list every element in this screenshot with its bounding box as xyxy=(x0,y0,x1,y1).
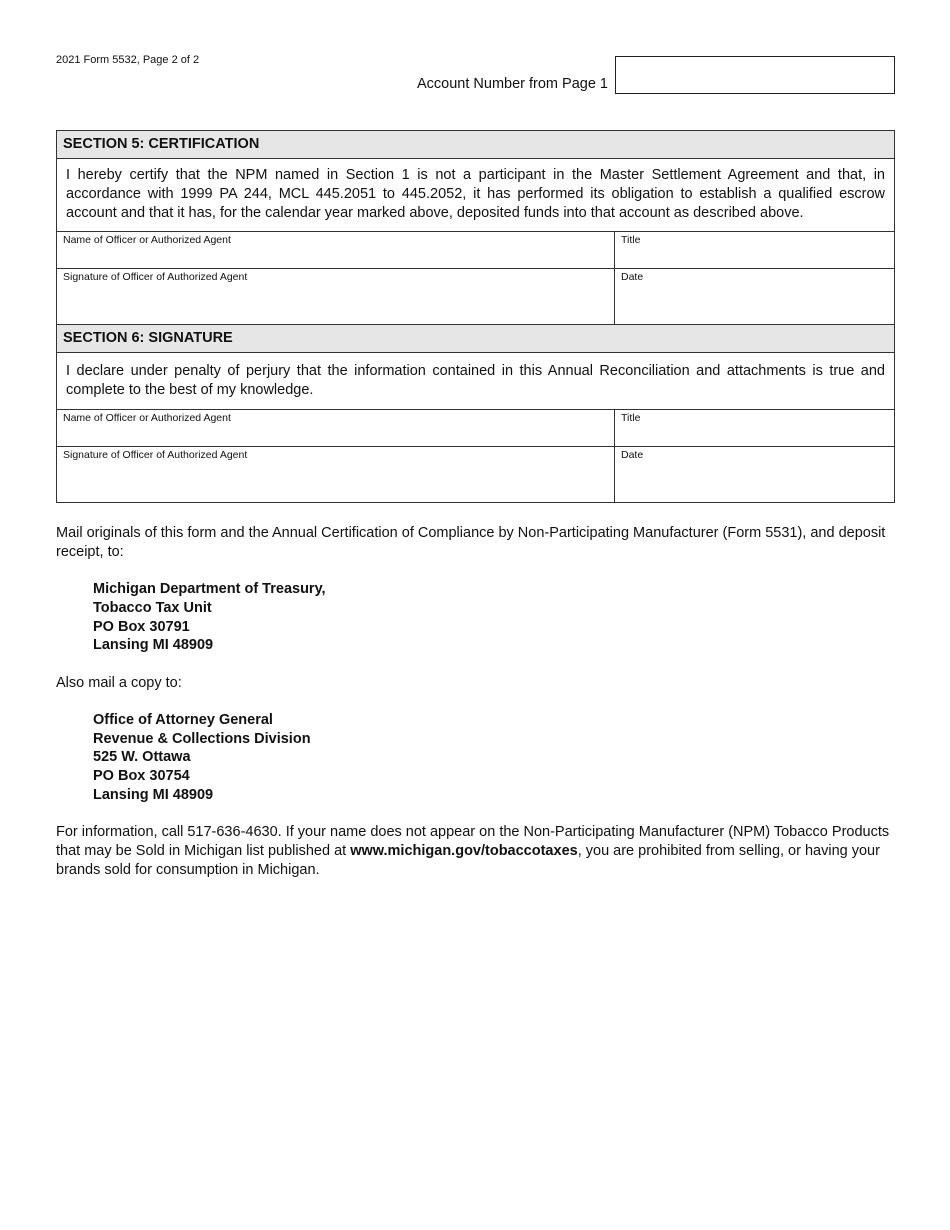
section-5-certification-text: I hereby certify that the NPM named in Section 1 is not a participant in the Master Settlement Agreement and that, in accordance with 1999 PA 244, MCL 445.2051 to 445.2052, it has performed its obligation to establish a qualified escrow account and that it has, for the calendar year marked above, deposited funds into that account as described above. xyxy=(57,159,894,232)
section-5-date-field[interactable] xyxy=(615,269,894,324)
info-text-start: For information, call 517-636-4630. If your name does not appear on the Non-Participating Manufacturer (NPM) Tobacco Products that may be Sold in Michigan list published at xyxy=(56,824,890,859)
section-5-title: SECTION 5: CERTIFICATION xyxy=(57,131,894,159)
address-line: Michigan Department of Treasury, xyxy=(93,581,326,598)
address-line: Office of Attorney General xyxy=(93,711,273,728)
section-5-signature-row xyxy=(57,269,894,325)
address-line: PO Box 30754 xyxy=(93,768,190,785)
section-6-signature-field[interactable] xyxy=(57,447,615,502)
section-6-name-row xyxy=(57,410,894,447)
account-number-label: Account Number from Page 1 xyxy=(416,76,608,92)
account-number-field[interactable] xyxy=(615,56,895,94)
attorney-general-address xyxy=(93,711,896,805)
field-label: Signature of Officer of Authorized Agent xyxy=(63,449,248,461)
field-label: Date xyxy=(621,449,644,461)
address-line: PO Box 30791 xyxy=(93,618,190,635)
field-label: Name of Officer or Authorized Agent xyxy=(63,234,231,246)
section-5-title-field[interactable] xyxy=(615,232,894,268)
address-line: Lansing MI 48909 xyxy=(93,786,214,803)
section-6-date-field[interactable] xyxy=(615,447,894,502)
field-label: Title xyxy=(621,412,641,424)
section-5-name-row xyxy=(57,232,894,269)
field-label: Title xyxy=(621,234,641,246)
information-text xyxy=(56,823,896,879)
address-line: Tobacco Tax Unit xyxy=(93,599,212,616)
section-5-name-field[interactable] xyxy=(57,232,615,268)
tobacco-taxes-link[interactable]: www.michigan.gov/tobaccotaxes xyxy=(350,842,578,859)
form-identifier: 2021 Form 5532, Page 2 of 2 xyxy=(56,54,200,66)
section-5-signature-field[interactable] xyxy=(57,269,615,324)
section-6-title: SECTION 6: SIGNATURE xyxy=(57,325,894,353)
address-line: Lansing MI 48909 xyxy=(93,637,214,654)
section-6-declaration-text: I declare under penalty of perjury that the information contained in this Annual Reconciliation and attachments is true and complete to the best of my knowledge. xyxy=(57,353,894,410)
certification-form xyxy=(56,130,895,503)
section-6-title-field[interactable] xyxy=(615,410,894,446)
mailing-instructions xyxy=(56,524,896,879)
field-label: Date xyxy=(621,271,644,283)
field-label: Name of Officer or Authorized Agent xyxy=(63,412,231,424)
address-line: Revenue & Collections Division xyxy=(93,730,311,747)
address-line: 525 W. Ottawa xyxy=(93,749,191,766)
copy-intro-text: Also mail a copy to: xyxy=(56,674,182,691)
field-label: Signature of Officer of Authorized Agent xyxy=(63,271,248,283)
mail-intro-text: Mail originals of this form and the Annual Certification of Compliance by Non-Participating Manufacturer (Form 5531), and deposit receipt, to: xyxy=(56,525,886,560)
section-6-signature-row xyxy=(57,447,894,503)
treasury-address xyxy=(93,580,896,655)
section-6-name-field[interactable] xyxy=(57,410,615,446)
info-text-end: , you are prohibited from selling, or having your brands sold for consumption in Michigan. xyxy=(56,842,880,878)
